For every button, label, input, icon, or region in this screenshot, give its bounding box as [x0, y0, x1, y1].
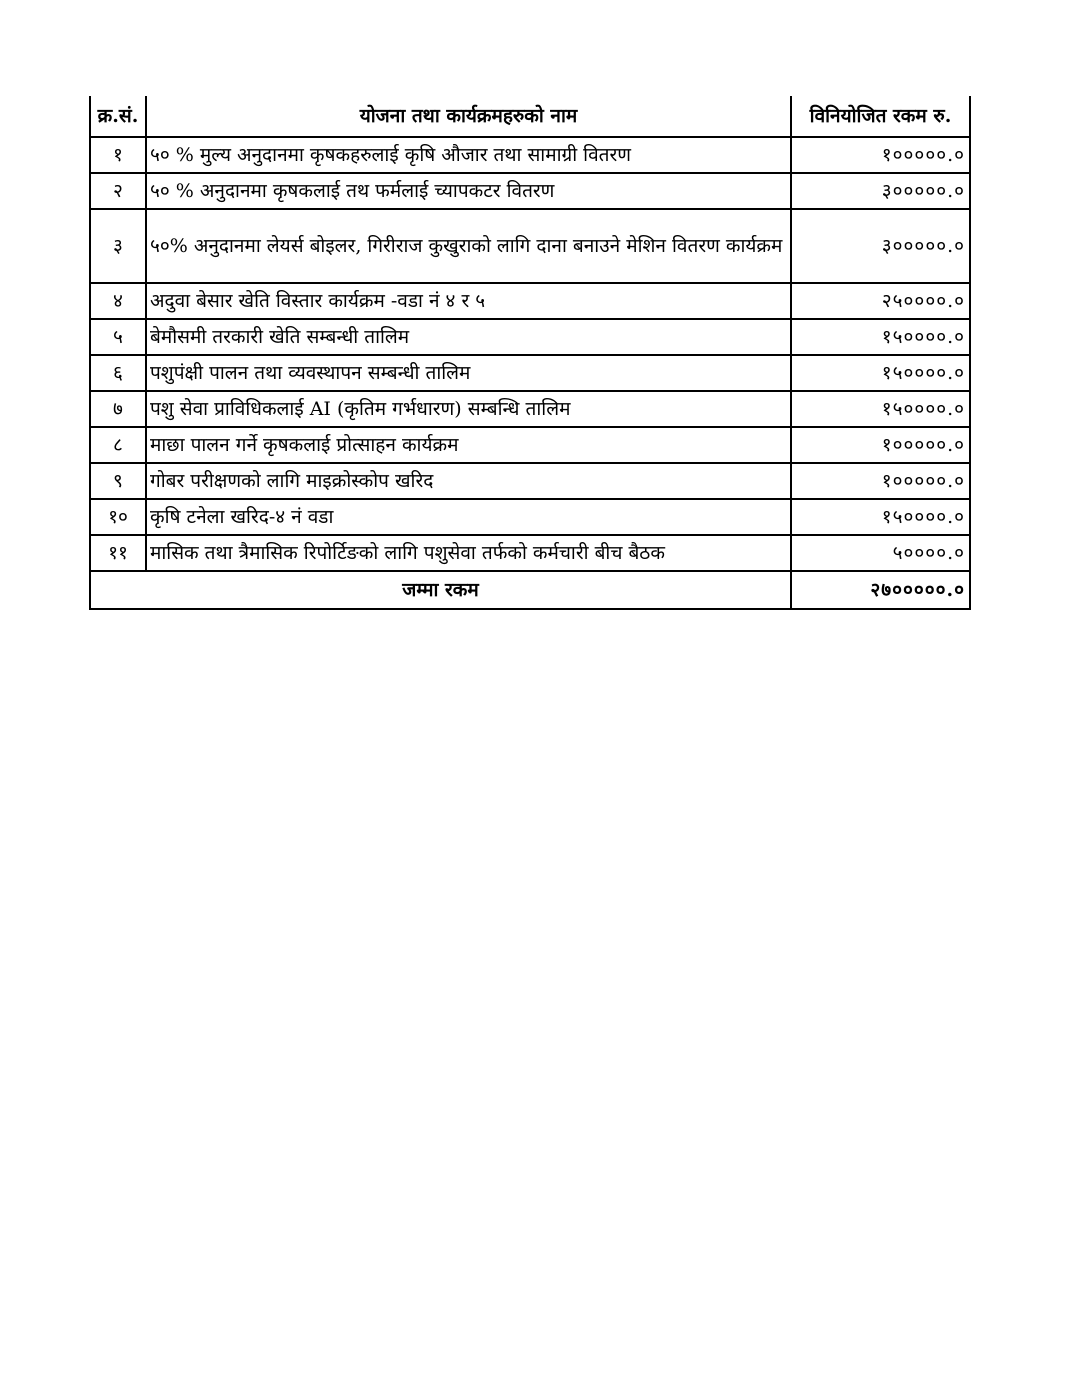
header-serial: क्र.सं. [90, 96, 146, 137]
row-serial: ८ [90, 427, 146, 463]
row-serial: १० [90, 499, 146, 535]
table-row [90, 319, 970, 355]
header-row [90, 96, 970, 137]
header-allocated-amount: विनियोजित रकम रु. [791, 96, 970, 137]
row-serial: ५ [90, 319, 146, 355]
table-row [90, 173, 970, 209]
table-header [90, 96, 970, 137]
table-row [90, 427, 970, 463]
budget-table [89, 96, 971, 610]
row-program-name: माछा पालन गर्ने कृषकलाई प्रोत्साहन कार्यक्रम [146, 427, 791, 463]
table-row [90, 535, 970, 571]
row-program-name: मासिक तथा त्रैमासिक रिपोर्टिङको लागि पशुसेवा तर्फको कर्मचारी बीच बैठक [146, 535, 791, 571]
row-serial: ३ [90, 209, 146, 283]
table-row [90, 499, 970, 535]
row-amount: १०००००.० [791, 463, 970, 499]
row-serial: २ [90, 173, 146, 209]
total-amount: २७०००००.० [791, 571, 970, 609]
row-amount: ५००००.० [791, 535, 970, 571]
row-amount: १०००००.० [791, 427, 970, 463]
row-serial: ११ [90, 535, 146, 571]
row-program-name: ५० % मुल्य अनुदानमा कृषकहरुलाई कृषि औजार तथा सामाग्री वितरण [146, 137, 791, 173]
table-row [90, 209, 970, 283]
total-label: जम्मा रकम [90, 571, 791, 609]
table-row [90, 355, 970, 391]
table-row [90, 391, 970, 427]
row-amount: ३०००००.० [791, 209, 970, 283]
table-row [90, 463, 970, 499]
row-amount: १५००००.० [791, 391, 970, 427]
row-program-name: पशुपंक्षी पालन तथा व्यवस्थापन सम्बन्धी तालिम [146, 355, 791, 391]
row-program-name: ५०% अनुदानमा लेयर्स बोइलर, गिरीराज कुखुराको लागि दाना बनाउने मेशिन वितरण कार्यक्रम [146, 209, 791, 283]
row-serial: ६ [90, 355, 146, 391]
row-program-name: ५० % अनुदानमा कृषकलाई तथ फर्मलाई च्यापकटर वितरण [146, 173, 791, 209]
row-amount: १५००००.० [791, 319, 970, 355]
row-program-name: पशु सेवा प्राविधिकलाई AI (कृतिम गर्भधारण) सम्बन्धि तालिम [146, 391, 791, 427]
row-program-name: बेमौसमी तरकारी खेति सम्बन्धी तालिम [146, 319, 791, 355]
table-body [90, 137, 970, 609]
row-serial: ७ [90, 391, 146, 427]
row-amount: २५००००.० [791, 283, 970, 319]
total-row [90, 571, 970, 609]
row-program-name: अदुवा बेसार खेति विस्तार कार्यक्रम -वडा नं ४ र ५ [146, 283, 791, 319]
row-amount: १०००००.० [791, 137, 970, 173]
table-row [90, 283, 970, 319]
row-program-name: गोबर परीक्षणको लागि माइक्रोस्कोप खरिद [146, 463, 791, 499]
header-program-name: योजना तथा कार्यक्रमहरुको नाम [146, 96, 791, 137]
row-amount: ३०००००.० [791, 173, 970, 209]
row-serial: ४ [90, 283, 146, 319]
row-amount: १५००००.० [791, 355, 970, 391]
row-serial: १ [90, 137, 146, 173]
row-serial: ९ [90, 463, 146, 499]
row-amount: १५००००.० [791, 499, 970, 535]
table-row [90, 137, 970, 173]
row-program-name: कृषि टनेला खरिद-४ नं वडा [146, 499, 791, 535]
budget-table-container [89, 96, 969, 610]
